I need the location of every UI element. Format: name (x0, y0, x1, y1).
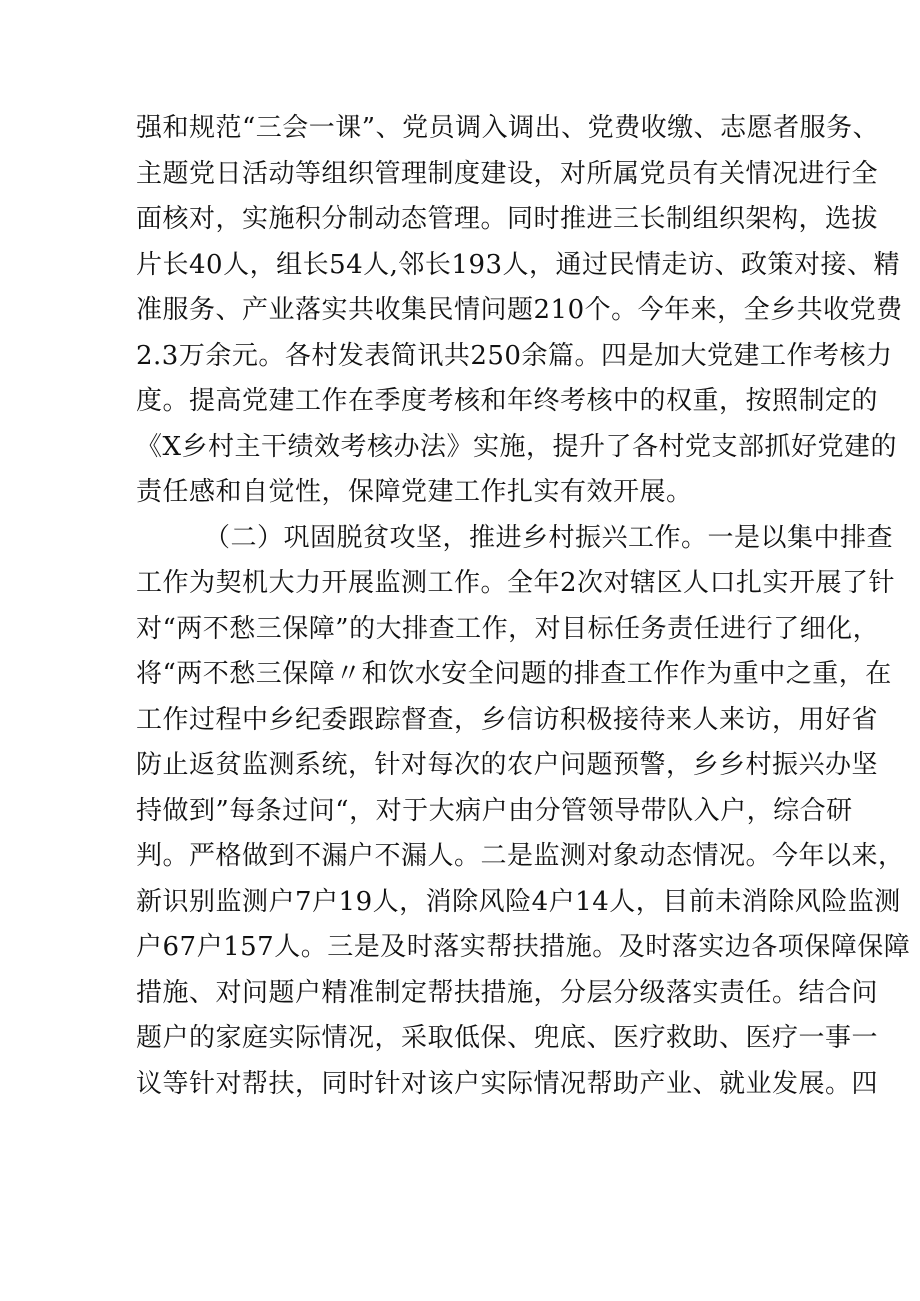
text-line: 议等针对帮扶，同时针对该户实际情况帮助产业、就业发展。四 (136, 1068, 879, 1099)
text-line: 强和规范“三会一课”、党员调入调出、党费收缴、志愿者服务、 (136, 113, 880, 143)
text-line: 度。提高党建工作在季度考核和年终考核中的权重，按照制定的 (136, 386, 879, 416)
text-line: 判。严格做到不漏户不漏人。二是监测对象动态情况。今年以来， (136, 841, 905, 871)
text-line: 新识别监测户7户19人，消除风险4户14人，目前未消除风险监测 (136, 886, 901, 917)
text-line: （二）巩固脱贫攻坚，推进乡村振兴工作。一是以集中排查 (204, 522, 894, 553)
text-line: 防止返贫监测系统，针对每次的农户问题预警，乡乡村振兴办坚 (136, 750, 879, 780)
text-line: 将“两不愁三保障〃和饮水安全问题的排查工作作为重中之重，在 (136, 659, 892, 689)
text-line: 工作为契机大力开展监测工作。全年2次对辖区人口扎实开展了针 (136, 568, 896, 598)
text-line: 责任感和自觉性，保障党建工作扎实有效开展。 (136, 477, 693, 507)
body-text (136, 106, 911, 1107)
text-line: 《X乡村主干绩效考核办法》实施，提升了各村党支部抓好党建的 (136, 431, 898, 462)
text-line: 对“两不愁三保障”的大排查工作，对目标任务责任进行了细化， (136, 613, 880, 644)
text-line: 片长40人，组长54人,邻长193人，通过民情走访、政策对接、精 (136, 249, 901, 280)
text-line: 准服务、产业落实共收集民情问题210个。今年来，全乡共收党费 (136, 295, 903, 325)
text-line: 持做到”每条过问“，对于大病户由分管领导带队入户，综合研 (136, 795, 853, 826)
text-line: 户67户157人。三是及时落实帮扶措施。及时落实边各项保障保障 (136, 932, 911, 962)
text-line: 面核对，实施积分制动态管理。同时推进三长制组织架构，选拔 (136, 204, 879, 234)
text-line: 2.3万余元。各村发表简讯共250余篇。四是加大党建工作考核力 (136, 340, 893, 371)
text-line: 主题党日活动等组织管理制度建设，对所属党员有关情况进行全 (136, 158, 879, 189)
text-line: 题户的家庭实际情况，采取低保、兜底、医疗救助、医疗一事一 (136, 1023, 879, 1053)
text-line: 措施、对问题户精准制定帮扶措施，分层分级落实责任。结合问 (136, 977, 879, 1008)
text-line: 工作过程中乡纪委跟踪督查，乡信访积极接待来人来访，用好省 (136, 704, 879, 735)
